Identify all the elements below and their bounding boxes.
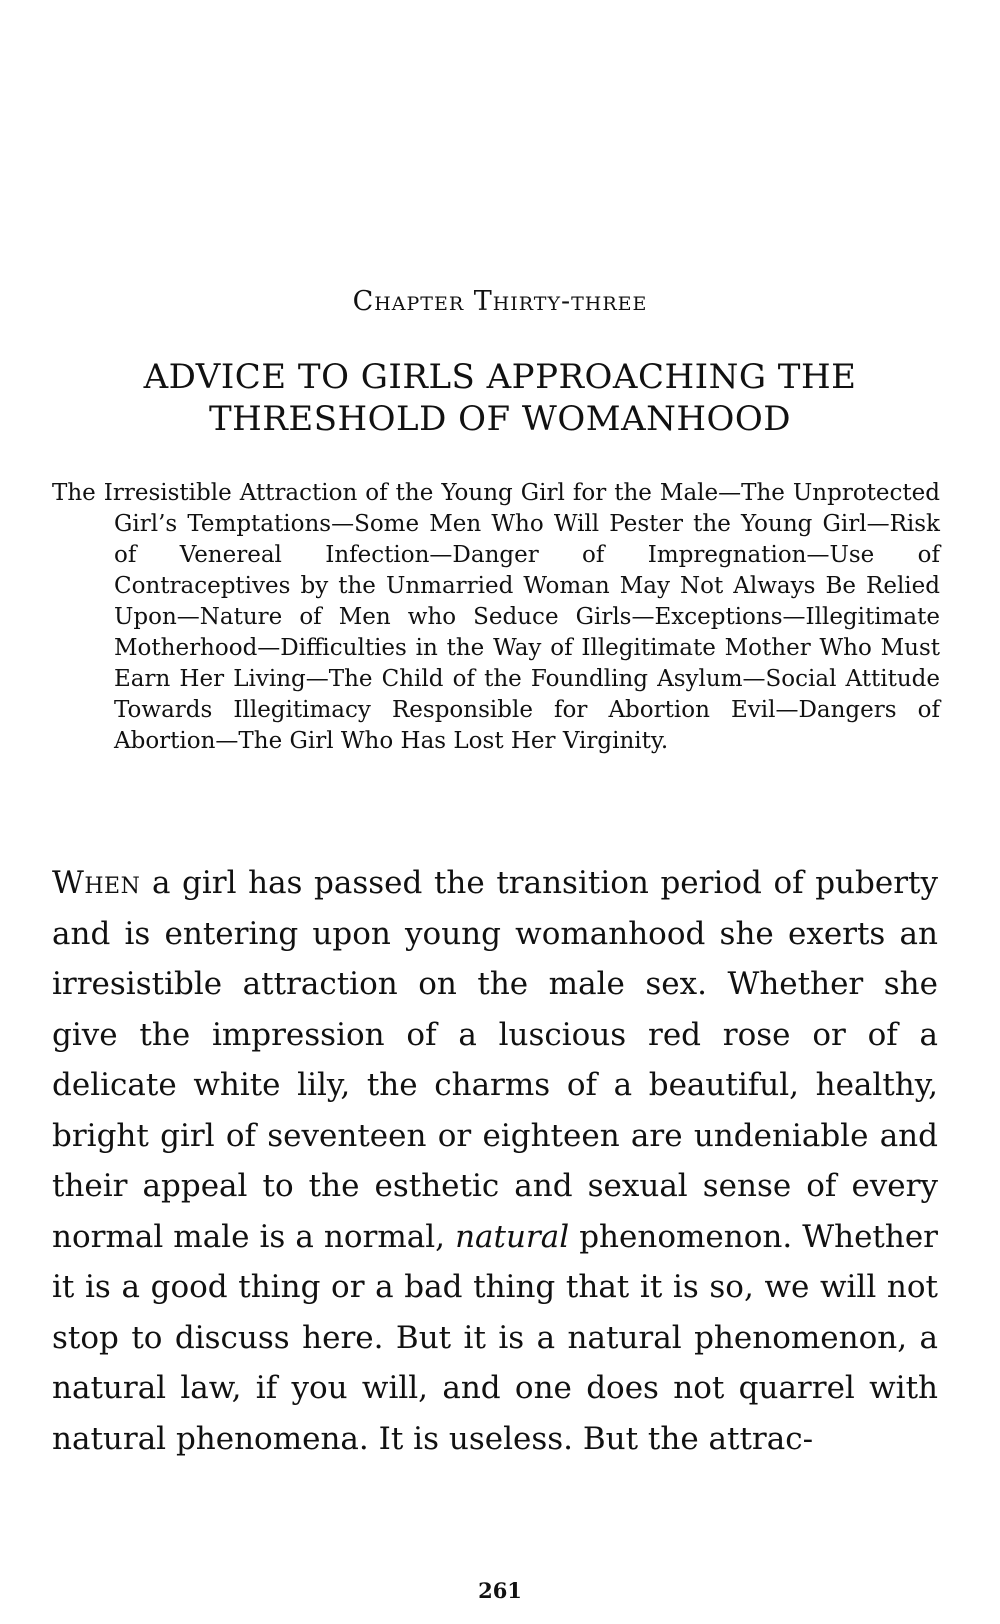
- lead-word: When: [52, 865, 141, 901]
- body-paragraph: [52, 858, 938, 1464]
- body-text-part-2: phenomenon. Whether it is a good thing or a bad thing that it is so, we will not stop to discuss here. But it is a natural phenomenon, a natural law, if you will, and one does not quarrel with natural phenomena. It is useless. But the attrac-: [52, 1218, 939, 1457]
- chapter-title-line-2: THRESHOLD OF WOMANHOOD: [208, 399, 792, 439]
- chapter-label: Chapter Thirty-three: [352, 286, 648, 317]
- body-text-part-1: a girl has passed the transition period of puberty and is entering upon young womanhood she exerts an irresistible attraction on the male sex. Whether she give the impression of a luscious red rose or of a delicate white lily, the charms of a beautiful, healthy, bright girl of seventeen or eighteen are undeniable and their appeal to the esthetic and sexual sense of every normal male is a normal,: [52, 865, 938, 1255]
- chapter-title: [60, 356, 940, 440]
- chapter-title-line-1: ADVICE TO GIRLS APPROACHING THE: [143, 357, 857, 397]
- page-number: 261: [478, 1578, 522, 1603]
- italic-word: natural: [455, 1218, 570, 1255]
- chapter-synopsis: The Irresistible Attraction of the Young Girl for the Male—The Unprotected Girl’s Temptations—Some Men Who Will Pester the Young Girl—Risk of Venereal Infection—Danger of Impregnation—Use of Contraceptives by the Unmarried Woman May Not Always Be Relied Upon—Nature of Men who Seduce Girls—Exceptions—Illegitimate Motherhood—Difficulties in the Way of Illegitimate Mother Who Must Earn Her Living—The Child of the Foundling Asylum—Social Attitude Towards Illegitimacy Responsible for Abortion Evil—Dangers of Abortion—The Girl Who Has Lost Her Virginity.: [52, 480, 940, 754]
